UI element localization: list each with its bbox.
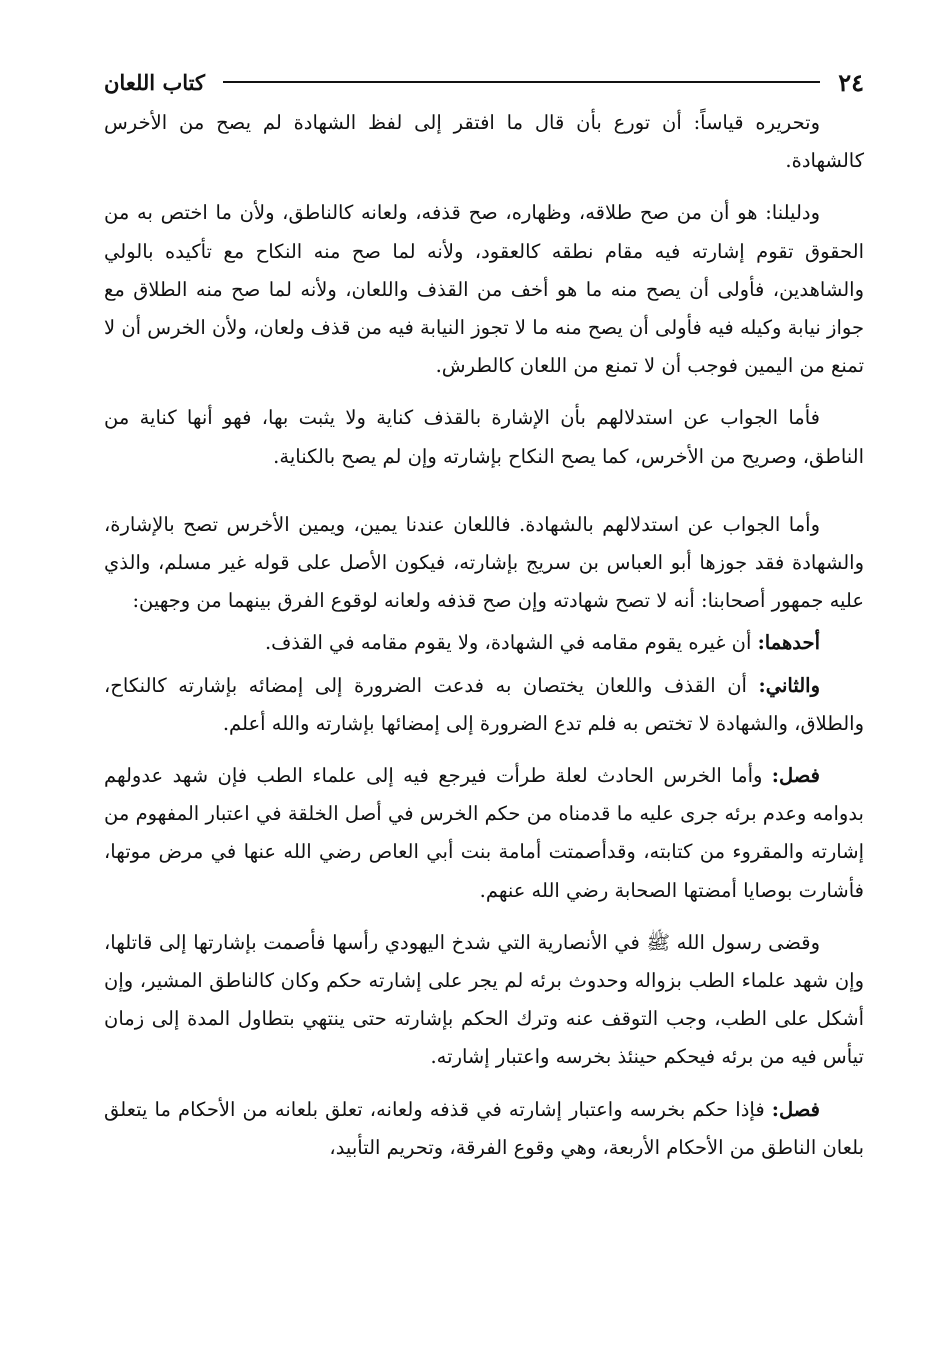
paragraph-text: وأما الخرس الحادث لعلة طرأت فيرجع فيه إلى علماء الطب فإن شهد عدولهم بدوامه وعدم برئه جرى عليه ما قدمناه من حكم الخرس في أصل الخلقة في اعتبار المفهوم من إشارته والمقروء من كتابته، وقدأصمتت أمامة بنت أبي العاص رضي الله عنها في مرض موتها، فأشارت بوصايا أمضتها الصحابة رضي الله عنهم. <box>104 764 864 902</box>
paragraph-8 <box>104 924 864 1077</box>
paragraph-text: ودليلنا: هو أن من صح طلاقه، وظهاره، صح قذفه، ولعانه كالناطق، ولأن ما اختص به من الحقوق تقوم إشارته فيه مقام نطقه كالعقود، ولأنه لما صح منه النكاح مع تأكيده بالولي والشاهدين، فأولى أن يصح منه ما هو أخف من القذف واللعان، ولأنه لما صح منه الطلاق مع جواز نيابة وكيله فيه فأولى أن يصح منه ما لا تجوز النيابة فيه من قذف ولعان، ولأن الخرس أن لا تمنع من اليمين فوجب أن لا تمنع من اللعان كالطرش. <box>104 201 864 378</box>
paragraph-lead: فصل: <box>771 764 820 788</box>
paragraph-text: فأما الجواب عن استدلالهم بأن الإشارة بالقذف كناية ولا يثبت بها، فهو أنها كناية من الناطق، وصريح من الأخرس، كما يصح النكاح بإشارته وإن لم يصح بالكناية. <box>104 406 864 468</box>
paragraph-text: وتحريره قياساً: أن تورع بأن قال ما افتقر إلى لفظ الشهادة لم يصح من الأخرس كالشهادة. <box>104 111 864 173</box>
paragraph-lead: والثاني: <box>758 673 820 697</box>
paragraph-6 <box>104 667 864 743</box>
paragraph-4 <box>104 506 864 621</box>
book-title: كتاب اللعان <box>104 69 205 95</box>
paragraph-2 <box>104 194 864 385</box>
paragraph-lead: أحدهما: <box>757 631 820 655</box>
paragraph-9 <box>104 1091 864 1167</box>
paragraph-text: أن غيره يقوم مقامه في الشهادة، ولا يقوم مقامه في القذف. <box>264 631 758 655</box>
page-body <box>104 104 864 1181</box>
paragraph-7 <box>104 757 864 910</box>
header-rule <box>223 81 820 83</box>
paragraph-text: أن القذف واللعان يختصان به فدعت الضرورة إلى إمضائه بإشارته كالنكاح، والطلاق، والشهادة لا تختص به فلم تدع الضرورة إلى إمضائها بإشارته والله أعلم. <box>104 673 864 735</box>
paragraph-3 <box>104 399 864 475</box>
paragraph-text: وقضى رسول الله ﷺ في الأنصارية التي شدخ اليهودي رأسها فأصمت بإشارتها إلى قاتلها، وإن شهد علماء الطب بزواله وحدوث برئه لم يجر على إشارته حكم وكان كالناطق المشير، وإن أشكل على الطب، وجب التوقف عنه وترك الحكم بإشارته حتى ينتهي بتطاول المدة إلى زمان تيأس فيه من برئه فيحكم حينئذ بخرسه واعتبار إشارته. <box>104 930 864 1069</box>
page-number: ٢٤ <box>838 67 864 97</box>
paragraph-5 <box>104 624 864 662</box>
paragraph-text: فإذا حكم بخرسه واعتبار إشارته في قذفه ولعانه، تعلق بلعانه من الأحكام ما يتعلق بلعان الناطق من الأحكام الأربعة، وهي وقوع الفرقة، وتحريم التأبيد، <box>104 1097 864 1159</box>
paragraph-1 <box>104 104 864 180</box>
paragraph-text: وأما الجواب عن استدلالهم بالشهادة. فاللعان عندنا يمين، ويمين الأخرس تصح بالإشارة، والشهادة فقد جوزها أبو العباس بن سريج بإشارته، فيكون الأصل على قوله غير مسلم، والذي عليه جمهور أصحابنا: أنه لا تصح شهادته وإن صح قذفه ولعانه لوقوع الفرق بينهما من وجهين: <box>104 512 864 613</box>
page-header <box>104 62 864 102</box>
paragraph-lead: فصل: <box>771 1097 820 1121</box>
